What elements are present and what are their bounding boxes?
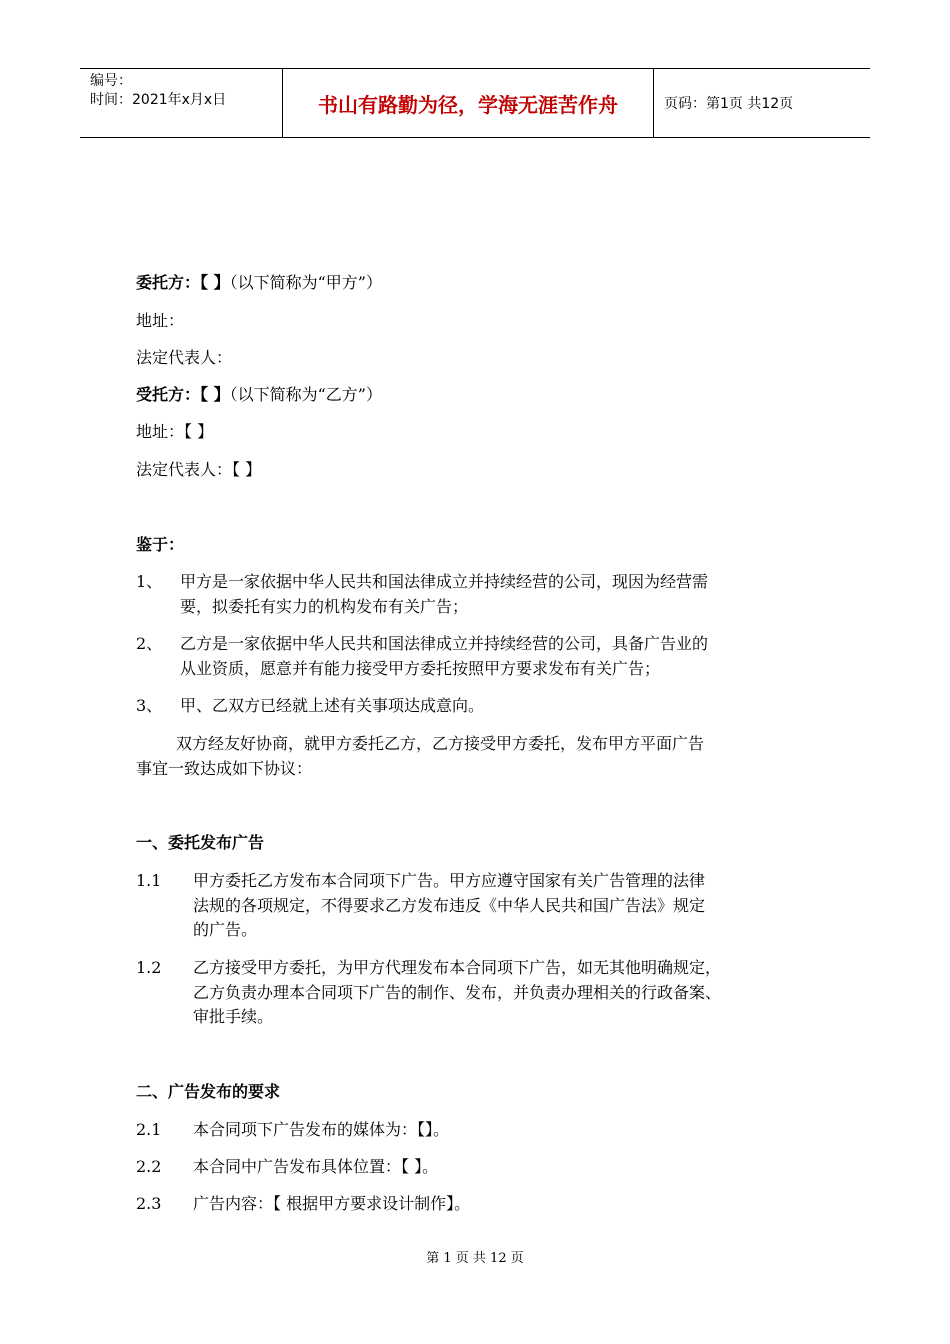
whereas-1-line1: 甲方是一家依据中华人民共和国法律成立并持续经营的公司，现因为经营需: [180, 572, 709, 591]
clause-2-2-text: 本合同中广告发布具体位置：【 】。: [193, 1157, 439, 1176]
agreement-line1: 双方经友好协商，就甲方委托乙方，乙方接受甲方委托，发布甲方平面广告: [176, 734, 705, 753]
client-label: 委托方：【 】: [136, 273, 230, 292]
whereas-1-line2: 要，拟委托有实力的机构发布有关广告；: [180, 597, 469, 616]
clause-2-3-num: 2.3: [136, 1194, 162, 1213]
header-page-code: 页码：第1页 共12页: [664, 96, 794, 112]
number-label: 编号：: [90, 73, 132, 89]
page-footer: 第 1 页 共 12 页: [426, 1251, 524, 1266]
section1-title: 一、委托发布广告: [136, 833, 265, 852]
clause-1-2-line1: 乙方接受甲方委托，为甲方代理发布本合同项下广告，如无其他明确规定，: [193, 958, 722, 977]
client-suffix: （以下简称为“甲方”）: [229, 273, 382, 292]
clause-2-2-num: 2.2: [136, 1157, 162, 1176]
whereas-2-line1: 乙方是一家依据中华人民共和国法律成立并持续经营的公司，具备广告业的: [180, 634, 709, 653]
clause-2-1-num: 2.1: [136, 1120, 162, 1139]
whereas-3-num: 3、: [136, 696, 163, 715]
agent-rep: 法定代表人：【 】: [136, 460, 262, 479]
whereas-2-num: 2、: [136, 634, 163, 653]
clause-1-1-line3: 的广告。: [193, 920, 258, 939]
clause-2-1-text: 本合同项下广告发布的媒体为：【】。: [193, 1120, 450, 1139]
whereas-1-num: 1、: [136, 572, 163, 591]
agreement-line2: 事宜一致达成如下协议：: [136, 759, 313, 778]
agent-suffix: （以下简称为“乙方”）: [229, 385, 382, 404]
header-meta: [80, 69, 282, 137]
clause-2-3-text: 广告内容：【 根据甲方要求设计制作】。: [193, 1194, 471, 1213]
clause-1-2-line2: 乙方负责办理本合同项下广告的制作、发布，并负责办理相关的行政备案、: [193, 983, 722, 1002]
clause-1-1-num: 1.1: [136, 871, 162, 890]
client-rep: 法定代表人：: [136, 348, 233, 367]
whereas-3-line1: 甲、乙双方已经就上述有关事项达成意向。: [180, 696, 485, 715]
agent-line: [136, 383, 382, 407]
client-address: 地址：: [136, 311, 185, 330]
whereas-2-line2: 从业资质，愿意并有能力接受甲方委托按照甲方要求发布有关广告；: [180, 659, 661, 678]
time-label: 时间：2021年x月x日: [90, 92, 227, 108]
header-motto: 书山有路勤为径，学海无涯苦作舟: [282, 69, 654, 137]
whereas-title: 鉴于：: [136, 535, 185, 554]
client-line: [136, 271, 382, 295]
section2-title: 二、广告发布的要求: [136, 1082, 281, 1101]
document-header: [80, 68, 870, 138]
clause-1-2-num: 1.2: [136, 958, 162, 977]
clause-1-1-line1: 甲方委托乙方发布本合同项下广告。甲方应遵守国家有关广告管理的法律: [193, 871, 706, 890]
clause-1-2-line3: 审批手续。: [193, 1007, 274, 1026]
agent-address: 地址：【 】: [136, 422, 214, 441]
agent-label: 受托方：【 】: [136, 385, 230, 404]
clause-1-1-line2: 法规的各项规定，不得要求乙方发布违反《中华人民共和国广告法》规定: [193, 896, 706, 915]
